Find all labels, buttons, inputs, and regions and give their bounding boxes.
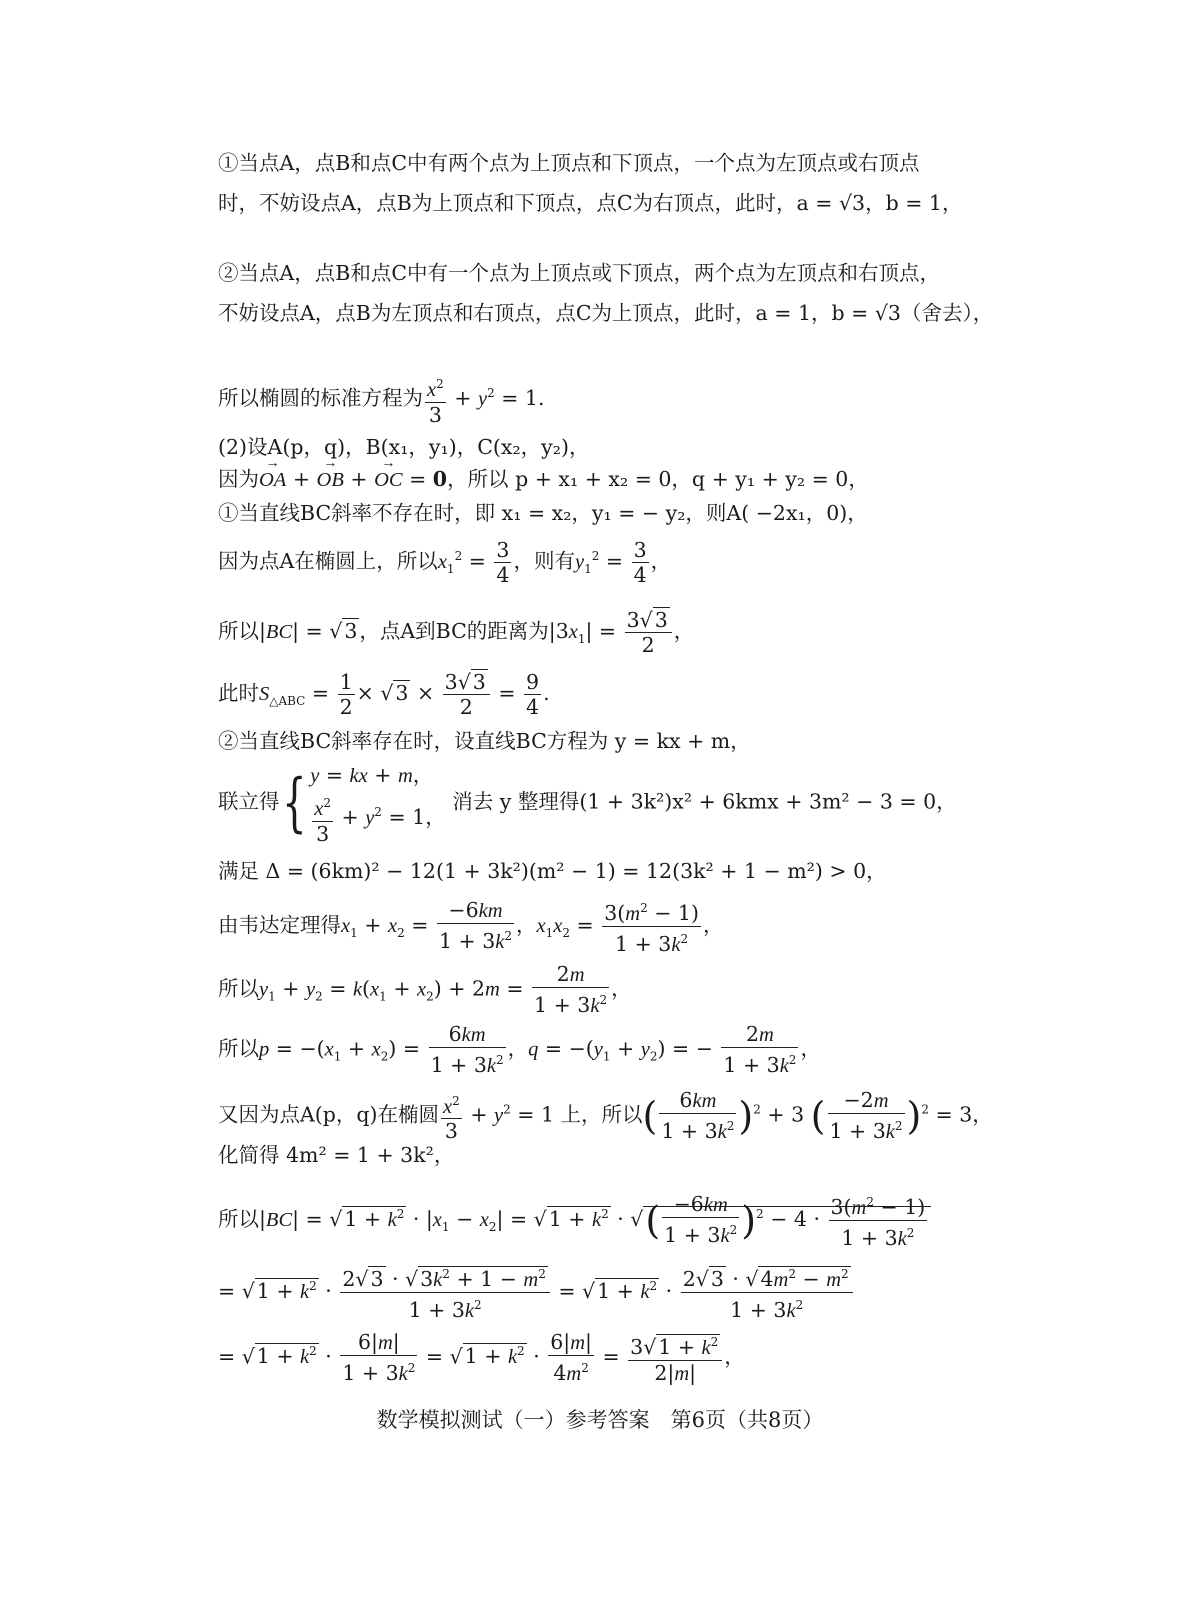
page-footer: 数学模拟测试（一）参考答案 第6页（共8页） [376, 1408, 824, 1432]
equation-line: = $√1 + k^2$ · $\frac{2√3 \cdot √3k^2 + 1 - m^2}{1 + 3k^2}$ = $√1 + k^2$ · $\frac{2√3 \cdot √4m^2 - m^2}{1 + 3k^2}$ [218, 1262, 993, 1323]
equation-line: 此时$S_{\triangle ABC}$ = $\frac{1}{2}$ × √3 × $\frac{3√3}{2}$ = $\frac{9}{4}$ . [218, 670, 550, 719]
equation-line: = $√1 + k^2$ · $\frac{6|m|}{1 + 3k^2}$ = $√1 + k^2$ · $\frac{6|m|}{4m^2}$ = $\frac{3√1 + k^2}{2|m|}$ ， [218, 1330, 745, 1385]
text-line: ①当直线BC斜率不存在时，即 x₁ = x₂，y₁ = − y₂，则A( −2x₁，0)， [218, 501, 868, 525]
text-line: ①当点A，点B和点C中有两个点为上顶点和下顶点，一个点为左顶点或右顶点 [218, 151, 920, 175]
equation-line: 由韦达定理得$x_1 + x_2$ = $\frac{-6km}{1 + 3k^2}$ ，$x_1x_2$ = $\frac{3(m^2 - 1)}{1 + 3k^2}$ ， [218, 896, 993, 957]
text-line: 满足 Δ = (6km)² − 12(1 + 3k²)(m² − 1) = 12(3k² + 1 − m²) > 0， [218, 859, 887, 883]
text-line: ②当点A，点B和点C中有一个点为上顶点或下顶点，两个点为左顶点和右顶点， [218, 261, 941, 285]
equation-line: 所以$y_1 + y_2 = k(x_1 + x_2) + 2m$ = $\frac{2m}{1 + 3k^2}$ ， [218, 962, 632, 1017]
text-line: ②当直线BC斜率存在时，设直线BC方程为 y = kx + m， [218, 729, 751, 753]
equation-line: 因为→ OA + → OB + → OC = 0，所以 p + x₁ + x₂ = 0，q + y₁ + y₂ = 0， [218, 464, 993, 495]
equation-line: 因为点A在椭圆上，所以$x_1^2$ = $\frac{3}{4}$ ，则有$y_1^2$ = $\frac{3}{4}$ ， [218, 538, 672, 587]
text-line: 化简得 4m² = 1 + 3k²， [218, 1143, 455, 1167]
equation-line: 联立得{ y = kx + m， $\frac{x^2}{3}$ + $y^2 = 1$， 消去 y 整理得(1 + 3k²)x² + 6kmx + 3m² − 3 = 0， [218, 763, 957, 846]
equation-line: 又因为点A(p，q)在椭圆 $\frac{x^2}{3}$ + $y^2 = 1$ 上，所以( $\frac{6km}{1 + 3k^2}$ )$^2$ + 3 ( $\frac{-2m}{1 + 3k^2}$ )$^2$ = 3， [218, 1088, 993, 1144]
equation-line: 所以椭圆的标准方程为 $\frac{x^2}{3}$ + $y^2 = 1$. [218, 372, 993, 427]
equation-line: 所以$p = -(x_1 + x_2)$ = $\frac{6km}{1 + 3k^2}$ ，$q = -(y_1 + y_2)$ = − $\frac{2m}{1 + 3k^2}$ ， [218, 1022, 821, 1077]
text-line: 时，不妨设点A，点B为上顶点和下顶点，点C为右顶点，此时，a = √3，b = 1， [218, 191, 963, 215]
text-line: 不妨设点A，点B为左顶点和右顶点，点C为上顶点，此时，a = 1，b = √3（舍去）， [218, 301, 994, 325]
equation-line: 所以|BC| = √3，点A到BC的距离为$|3x_1|$ = $\frac{3√3}{2}$ ， [218, 608, 695, 657]
text-line: (2)设A(p，q)，B(x₁，y₁)，C(x₂，y₂)， [218, 435, 590, 459]
equation-line: 所以$|BC| = √1 + k^2 \cdot |x_1 - x_2| = √1 + k^2$ · √( $\frac{-6km}{1 + 3k^2}$ )$^2$ − 4 · $\frac{3(m^2 - 1)}{1 + 3k^2}$ [218, 1190, 993, 1251]
